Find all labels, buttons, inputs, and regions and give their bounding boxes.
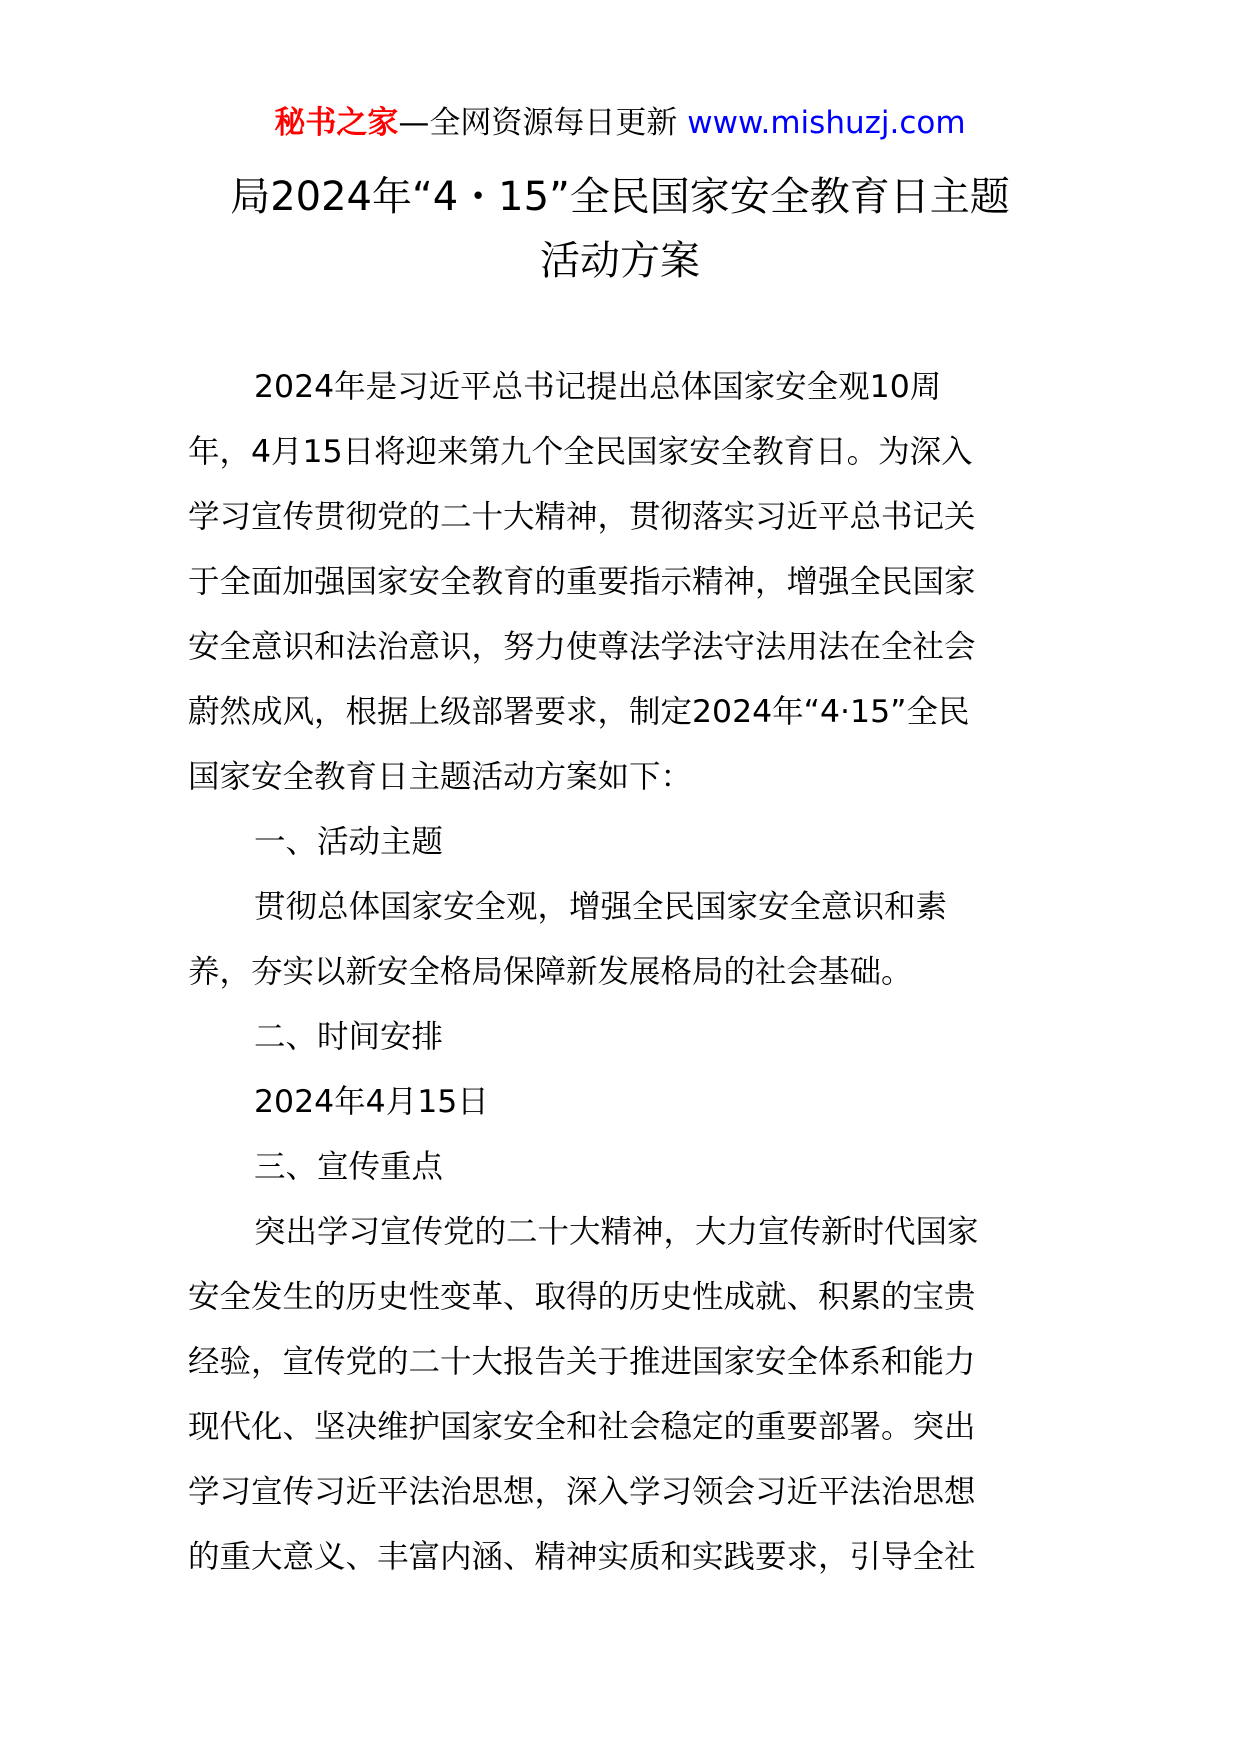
section-heading: 二、时间安排 (254, 1019, 444, 1055)
paragraph-line: 安全意识和法治意识，努力使尊法学法守法用法在全社会 (188, 629, 976, 665)
section-heading: 三、宣传重点 (254, 1149, 444, 1185)
paragraph-line: 于全面加强国家安全教育的重要指示精神，增强全民国家 (188, 564, 976, 600)
paragraph-line: 安全发生的历史性变革、取得的历史性成就、积累的宝贵 (188, 1279, 976, 1315)
site-header (0, 103, 1240, 143)
paragraph-line: 学习宣传习近平法治思想，深入学习领会习近平法治思想 (188, 1474, 976, 1510)
header-tagline: —全网资源每日更新 (398, 105, 678, 141)
title-line-2: 活动方案 (540, 238, 700, 284)
paragraph-line: 经验，宣传党的二十大报告关于推进国家安全体系和能力 (188, 1344, 976, 1380)
paragraph-line: 学习宣传贯彻党的二十大精神，贯彻落实习近平总书记关 (188, 499, 976, 535)
document-title (150, 165, 1090, 293)
paragraph-line: 年，4月15日将迎来第九个全民国家安全教育日。为深入 (188, 434, 973, 470)
section-heading: 一、活动主题 (254, 824, 444, 860)
paragraph-line: 2024年4月15日 (254, 1084, 489, 1120)
paragraph-line: 贯彻总体国家安全观，增强全民国家安全意识和素 (254, 889, 948, 925)
paragraph-line: 养，夯实以新安全格局保障新发展格局的社会基础。 (188, 954, 913, 990)
title-line-1: 局2024年“4・15”全民国家安全教育日主题 (230, 174, 1010, 220)
paragraph-line: 突出学习宣传党的二十大精神，大力宣传新时代国家 (254, 1214, 979, 1250)
site-url-link[interactable]: www.mishuzj.com (687, 105, 966, 141)
paragraph-line: 的重大意义、丰富内涵、精神实质和实践要求，引导全社 (188, 1539, 976, 1575)
paragraph-line: 蔚然成风，根据上级部署要求，制定2024年“4·15”全民 (188, 694, 970, 730)
document-body (188, 355, 1056, 1590)
paragraph-line: 2024年是习近平总书记提出总体国家安全观10周 (254, 369, 942, 405)
paragraph-line: 国家安全教育日主题活动方案如下： (188, 759, 693, 795)
brand-name: 秘书之家 (274, 105, 399, 141)
paragraph-line: 现代化、坚决维护国家安全和社会稳定的重要部署。突出 (188, 1409, 976, 1445)
